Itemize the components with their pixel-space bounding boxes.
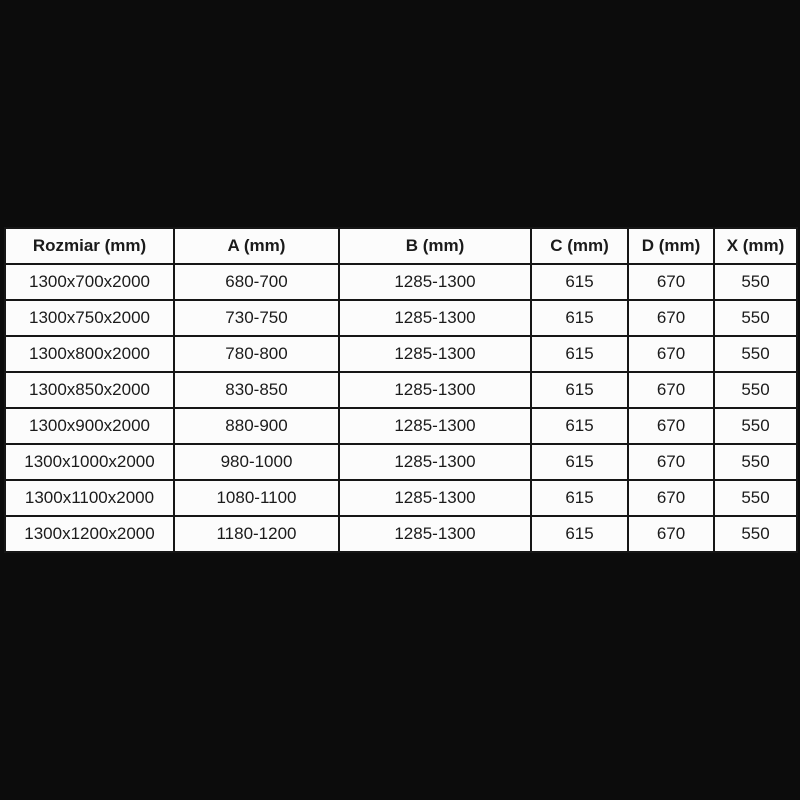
column-header-5: X (mm) (714, 228, 797, 264)
table-cell: 550 (714, 516, 797, 552)
dimensions-table (4, 227, 798, 553)
table-cell: 615 (531, 372, 628, 408)
table-cell: 670 (628, 372, 714, 408)
table-row (5, 516, 797, 552)
column-header-0: Rozmiar (mm) (5, 228, 174, 264)
table-cell: 670 (628, 444, 714, 480)
table-cell: 550 (714, 372, 797, 408)
table-cell: 550 (714, 264, 797, 300)
table-cell: 1285-1300 (339, 480, 531, 516)
table-cell: 670 (628, 516, 714, 552)
column-header-4: D (mm) (628, 228, 714, 264)
table-cell: 550 (714, 444, 797, 480)
table-body (5, 264, 797, 552)
table-cell: 1285-1300 (339, 264, 531, 300)
table-cell: 1285-1300 (339, 444, 531, 480)
table-cell: 1180-1200 (174, 516, 339, 552)
table-cell: 670 (628, 408, 714, 444)
table-cell: 1285-1300 (339, 300, 531, 336)
column-header-1: A (mm) (174, 228, 339, 264)
table-cell: 880-900 (174, 408, 339, 444)
table-cell: 615 (531, 264, 628, 300)
dimensions-table-container (4, 227, 796, 553)
table-cell: 615 (531, 300, 628, 336)
table-cell: 1285-1300 (339, 336, 531, 372)
table-cell: 670 (628, 336, 714, 372)
table-cell: 670 (628, 300, 714, 336)
table-cell: 615 (531, 516, 628, 552)
table-cell: 615 (531, 444, 628, 480)
table-row (5, 300, 797, 336)
table-cell: 1300x700x2000 (5, 264, 174, 300)
table-cell: 550 (714, 300, 797, 336)
table-cell: 1285-1300 (339, 516, 531, 552)
table-cell: 670 (628, 480, 714, 516)
table-cell: 780-800 (174, 336, 339, 372)
table-row (5, 264, 797, 300)
column-header-2: B (mm) (339, 228, 531, 264)
table-cell: 550 (714, 336, 797, 372)
column-header-3: C (mm) (531, 228, 628, 264)
table-cell: 615 (531, 336, 628, 372)
table-row (5, 408, 797, 444)
table-cell: 1080-1100 (174, 480, 339, 516)
table-cell: 1300x1100x2000 (5, 480, 174, 516)
table-cell: 1285-1300 (339, 372, 531, 408)
table-cell: 680-700 (174, 264, 339, 300)
table-cell: 550 (714, 480, 797, 516)
table-cell: 1300x800x2000 (5, 336, 174, 372)
table-row (5, 372, 797, 408)
table-row (5, 444, 797, 480)
table-cell: 830-850 (174, 372, 339, 408)
table-cell: 1300x850x2000 (5, 372, 174, 408)
table-cell: 1300x900x2000 (5, 408, 174, 444)
table-cell: 1300x1000x2000 (5, 444, 174, 480)
table-cell: 670 (628, 264, 714, 300)
table-cell: 1300x750x2000 (5, 300, 174, 336)
table-cell: 550 (714, 408, 797, 444)
table-cell: 615 (531, 480, 628, 516)
table-cell: 1300x1200x2000 (5, 516, 174, 552)
table-cell: 730-750 (174, 300, 339, 336)
table-cell: 615 (531, 408, 628, 444)
table-row (5, 336, 797, 372)
table-cell: 1285-1300 (339, 408, 531, 444)
table-header-row (5, 228, 797, 264)
table-row (5, 480, 797, 516)
table-cell: 980-1000 (174, 444, 339, 480)
